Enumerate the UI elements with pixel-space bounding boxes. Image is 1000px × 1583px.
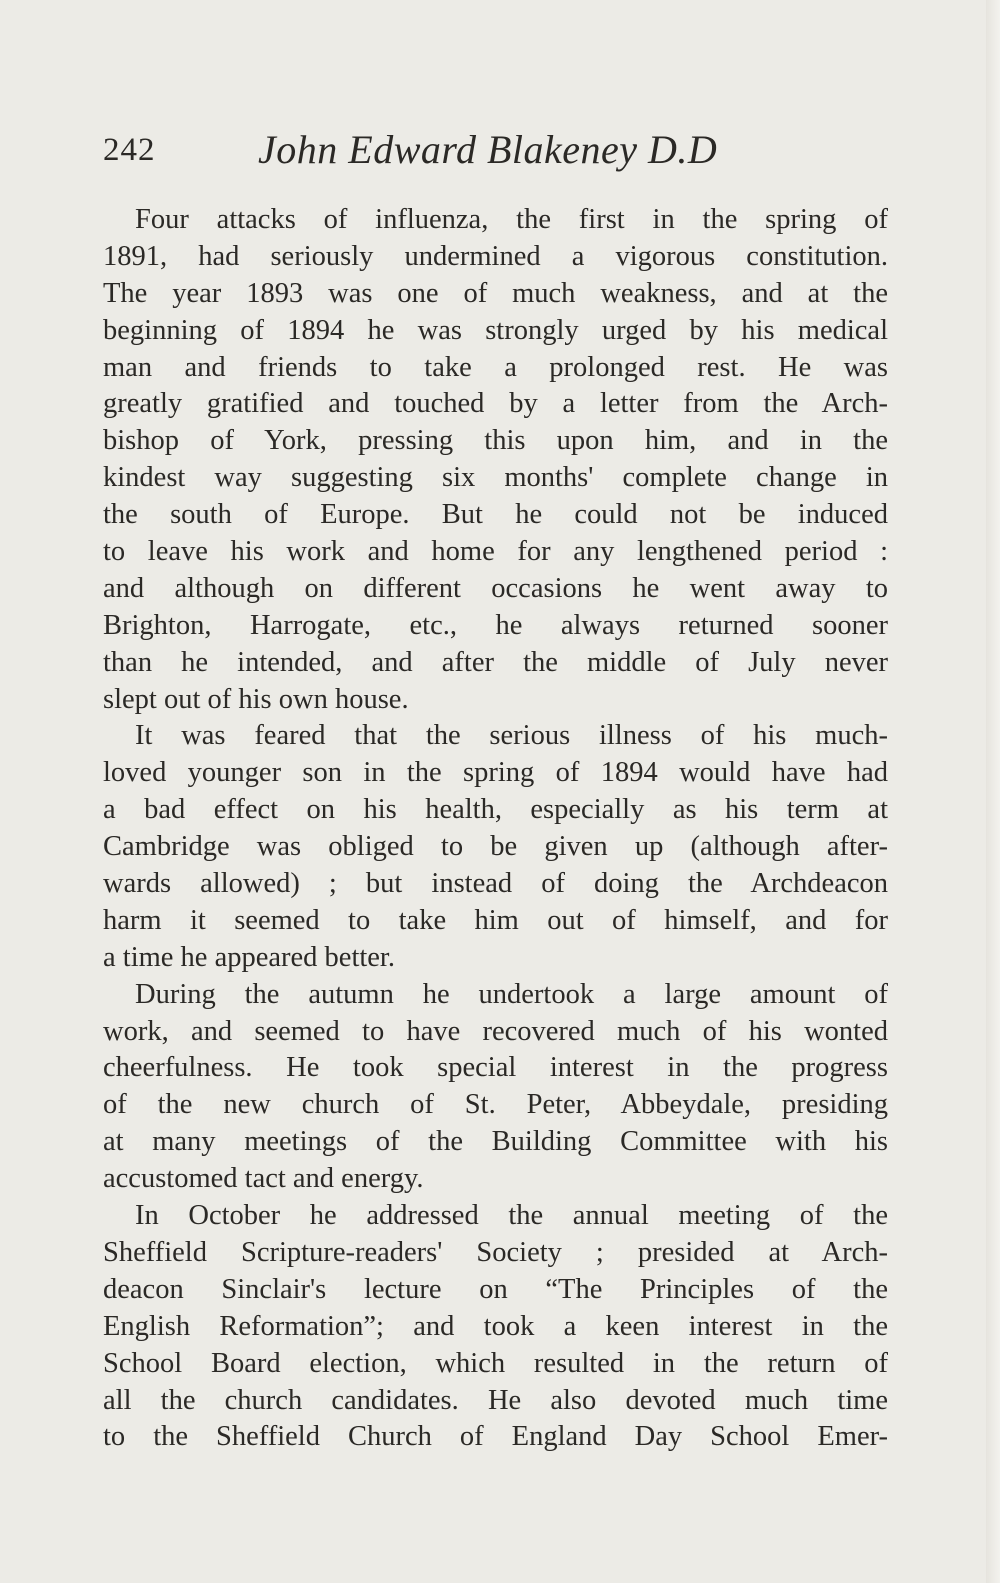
text-line: In October he addressed the annual meeting of the bbox=[135, 1200, 888, 1232]
running-title: John Edward Blakeney D.D bbox=[258, 127, 718, 172]
text-line: to leave his work and home for any lengthened period : bbox=[103, 536, 888, 568]
text-line: loved younger son in the spring of 1894 would have had bbox=[103, 757, 888, 789]
text-line: work, and seemed to have recovered much of his wonted bbox=[103, 1015, 888, 1047]
text-line: bishop of York, pressing this upon him, and in the bbox=[103, 425, 888, 457]
text-line: man and friends to take a prolonged rest. He was bbox=[103, 351, 888, 383]
text-line: accustomed tact and energy. bbox=[103, 1163, 424, 1195]
text-line: It was feared that the serious illness of his much- bbox=[135, 720, 888, 752]
text-line: Brighton, Harrogate, etc., he always returned sooner bbox=[103, 609, 888, 641]
text-line: all the church candidates. He also devoted much time bbox=[103, 1384, 888, 1416]
text-line: at many meetings of the Building Committee with his bbox=[103, 1126, 888, 1158]
text-line: wards allowed) ; but instead of doing the Archdeacon bbox=[103, 868, 888, 900]
text-line: kindest way suggesting six months' complete change in bbox=[103, 462, 888, 494]
page-edge bbox=[986, 0, 1000, 1583]
text-line: to the Sheffield Church of England Day School Emer- bbox=[103, 1421, 888, 1453]
text-line: greatly gratified and touched by a letter from the Arch- bbox=[103, 388, 888, 420]
text-line: than he intended, and after the middle of July never bbox=[103, 646, 888, 678]
running-header bbox=[103, 126, 893, 186]
text-line: During the autumn he undertook a large amount of bbox=[135, 978, 888, 1010]
text-line: a bad effect on his health, especially as his term at bbox=[103, 794, 888, 826]
text-line: deacon Sinclair's lecture on “The Principles of the bbox=[103, 1273, 888, 1305]
text-line: cheerfulness. He took special interest in the progress bbox=[103, 1052, 888, 1084]
text-line: 1891, had seriously undermined a vigorous constitution. bbox=[103, 240, 888, 272]
text-line: beginning of 1894 he was strongly urged by his medical bbox=[103, 314, 888, 346]
text-line: harm it seemed to take him out of himself, and for bbox=[103, 904, 888, 936]
body-text bbox=[103, 202, 888, 1456]
paragraph-3 bbox=[103, 977, 888, 1198]
paragraph-2 bbox=[103, 718, 888, 976]
text-line: Four attacks of influenza, the first in the spring of bbox=[135, 204, 888, 235]
paragraph-4 bbox=[103, 1198, 888, 1456]
text-line: English Reformation”; and took a keen interest in the bbox=[103, 1310, 888, 1342]
text-line: The year 1893 was one of much weakness, and at the bbox=[103, 277, 888, 309]
text-line: slept out of his own house. bbox=[103, 683, 409, 715]
text-line: and although on different occasions he went away to bbox=[103, 572, 888, 604]
paragraph-1 bbox=[103, 202, 888, 718]
text-line: the south of Europe. But he could not be induced bbox=[103, 499, 888, 531]
text-line: School Board election, which resulted in the return of bbox=[103, 1347, 888, 1379]
text-line: a time he appeared better. bbox=[103, 941, 395, 973]
page-number: 242 bbox=[103, 132, 156, 168]
text-line: Sheffield Scripture-readers' Society ; presided at Arch- bbox=[103, 1236, 888, 1268]
text-line: of the new church of St. Peter, Abbeydale, presiding bbox=[103, 1089, 888, 1121]
text-line: Cambridge was obliged to be given up (although after- bbox=[103, 831, 888, 863]
